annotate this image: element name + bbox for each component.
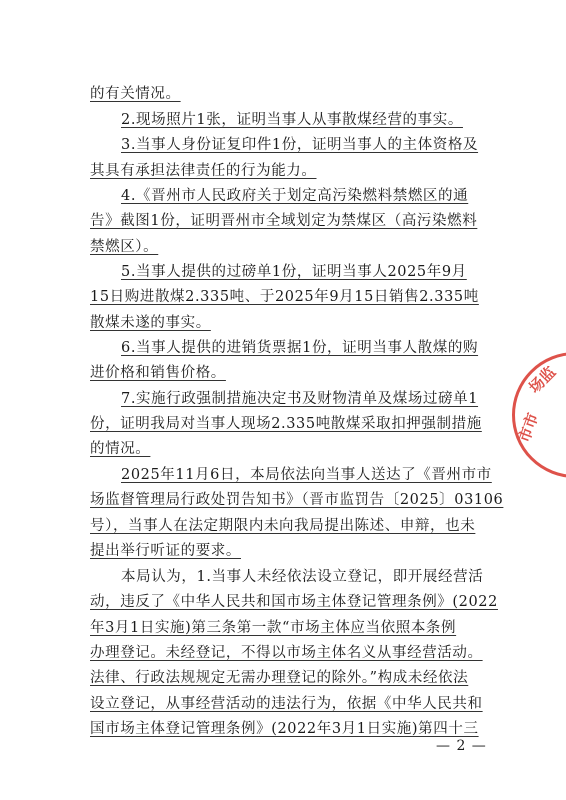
- page-number: — 2 —: [436, 738, 487, 754]
- text-line: 15日购进散煤2.335吨、于2025年9月15日销售2.335吨: [90, 289, 479, 305]
- text-line: 3.当事人身份证复印件1份，证明当事人的主体资格及: [121, 137, 479, 153]
- text-line: 2.现场照片1张，证明当事人从事散煤经营的事实。: [121, 112, 463, 128]
- text-line: 5.当事人提供的过磅单1份，证明当事人2025年9月: [121, 264, 467, 280]
- seal-text-top: 场监: [525, 362, 560, 397]
- seal-text-side: 市市: [514, 410, 543, 445]
- text-line: 2025年11月6日，本局依法向当事人送达了《晋州市市: [121, 467, 492, 483]
- text-line: 提出举行听证的要求。: [90, 543, 241, 559]
- text-line: 的情况。: [90, 441, 151, 457]
- text-line: 进价格和销售价格。: [90, 365, 226, 381]
- text-line: 4.《晋州市人民政府关于划定高污染燃料禁燃区的通: [121, 188, 469, 204]
- text-line: 动，违反了《中华人民共和国市场主体登记管理条例》(2022: [90, 594, 498, 610]
- text-line: 设立登记，从事经营活动的违法行为，依据《中华人民共和: [90, 696, 483, 712]
- text-line: 的有关情况。: [90, 86, 181, 102]
- text-line: 7.实施行政强制措施决定书及财物清单及煤场过磅单1: [121, 391, 479, 407]
- text-line: 国市场主体登记管理条例》(2022年3月1日实施)第四十三: [90, 721, 479, 737]
- text-line: 禁燃区）。: [90, 239, 159, 255]
- text-line: 其具有承担法律责任的行为能力。: [90, 163, 317, 179]
- text-line: 告》截图1份，证明晋州市全域划定为禁煤区（高污染燃料: [90, 213, 478, 229]
- text-line: 法律、行政法规规定无需办理登记的除外。”构成未经依法: [90, 670, 469, 686]
- text-line: 本局认为，1.当事人未经依法设立登记，即开展经营活: [121, 569, 484, 585]
- text-line: 年3月1日实施)第三条第一款“市场主体应当依照本条例: [90, 620, 457, 636]
- official-seal: [512, 352, 566, 478]
- text-line: 场监督管理局行政处罚告知书》（晋市监罚告〔2025〕03106: [90, 492, 504, 508]
- text-line: 6.当事人提供的进销货票据1份，证明当事人散煤的购: [121, 340, 479, 356]
- text-line: 散煤未遂的事实。: [90, 315, 211, 331]
- text-line: 份，证明我局对当事人现场2.335吨散煤采取扣押强制措施: [90, 416, 482, 432]
- text-line: 号），当事人在法定期限内未向我局提出陈述、申辩，也未: [90, 518, 476, 534]
- text-line: 办理登记。未经登记，不得以市场主体名义从事经营活动。: [90, 645, 483, 661]
